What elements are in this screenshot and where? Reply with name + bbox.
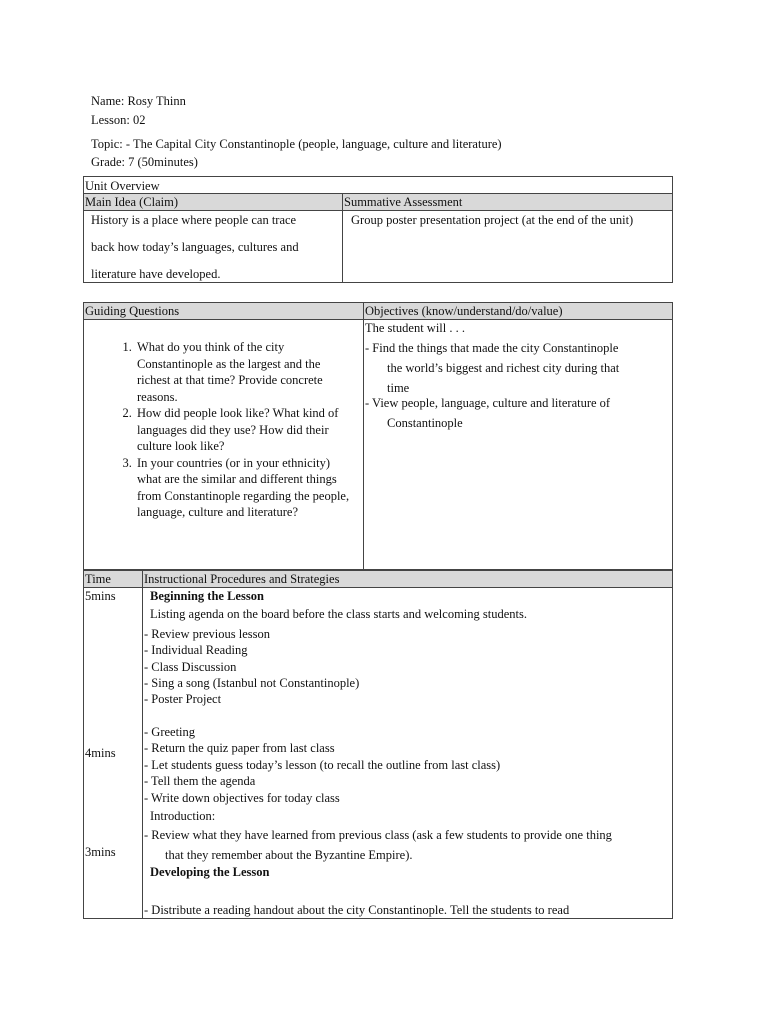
guiding-question: 2. How did people look like? What kind of languages did they use? How did their culture look like? [135, 405, 355, 455]
distribute-text: - Distribute a reading handout about the city Constantinople. Tell the students to read [144, 903, 570, 917]
developing-heading-text: Developing the Lesson [150, 865, 270, 879]
divider [363, 302, 364, 570]
guiding-question: 3. In your countries (or in your ethnicity) what are the similar and different things from Constantinople regarding the people, language, culture and literature? [135, 455, 355, 521]
lesson-topic: Topic: - The Capital City Constantinople (people, language, culture and literature) [91, 137, 502, 151]
objectives-intro: The student will . . . [365, 321, 465, 335]
summative-assessment-label: Summative Assessment [344, 195, 463, 209]
divider [342, 193, 343, 283]
activity-item: - Return the quiz paper from last class [144, 741, 335, 755]
time-value: 5mins [85, 589, 116, 603]
agenda-item: - Poster Project [144, 692, 222, 706]
guiding-question: 1. What do you think of the city Constantinople as the largest and the richest at that time? Provide concrete reasons. [135, 339, 355, 405]
agenda-item: - Review previous lesson [144, 627, 271, 641]
activity-item: - Tell them the agenda [144, 774, 256, 788]
objectives-label: Objectives (know/understand/do/value) [365, 304, 563, 318]
summative-assessment-text: Group poster presentation project (at the end of the unit) [351, 213, 634, 227]
introduction-label: Introduction: [150, 809, 216, 823]
objective-line: - View people, language, culture and literature of [365, 396, 611, 410]
objective-line: - Find the things that made the city Constantinople [365, 341, 619, 355]
grade-duration: Grade: 7 (50minutes) [91, 155, 198, 169]
guiding-questions-list [93, 339, 355, 521]
objective-line: Constantinople [387, 416, 463, 430]
strategies-label: Instructional Procedures and Strategies [144, 572, 340, 586]
activity-item: - Let students guess today’s lesson (to recall the outline from last class) [144, 758, 501, 772]
main-idea-line: literature have developed. [91, 267, 221, 281]
unit-overview-label: Unit Overview [85, 179, 160, 193]
review-line: - Review what they have learned from previous class (ask a few students to provide one thing [144, 828, 612, 842]
main-idea-line: History is a place where people can trace [91, 213, 297, 227]
objective-line: time [387, 381, 410, 395]
lesson-number: Lesson: 02 [91, 113, 146, 127]
activity-item: - Greeting [144, 725, 196, 739]
divider [83, 210, 673, 211]
time-label: Time [85, 572, 111, 586]
time-value: 4mins [85, 746, 116, 760]
divider [142, 570, 143, 919]
main-idea-label: Main Idea (Claim) [85, 195, 179, 209]
guiding-questions-label: Guiding Questions [85, 304, 180, 318]
agenda-item: - Sing a song (Istanbul not Constantinople) [144, 676, 360, 690]
agenda-item: - Individual Reading [144, 643, 248, 657]
student-name: Name: Rosy Thinn [91, 94, 186, 108]
activity-item: - Write down objectives for today class [144, 791, 340, 805]
review-line: that they remember about the Byzantine Empire). [165, 848, 413, 862]
main-idea-line: back how today’s languages, cultures and [91, 240, 299, 254]
listing-text: Listing agenda on the board before the class starts and welcoming students. [150, 607, 527, 621]
agenda-item: - Class Discussion [144, 660, 237, 674]
objective-line: the world’s biggest and richest city during that [387, 361, 620, 375]
time-value: 3mins [85, 845, 116, 859]
beginning-heading [150, 588, 264, 604]
beginning-heading-text: Beginning the Lesson [150, 589, 264, 603]
developing-heading [150, 864, 269, 880]
